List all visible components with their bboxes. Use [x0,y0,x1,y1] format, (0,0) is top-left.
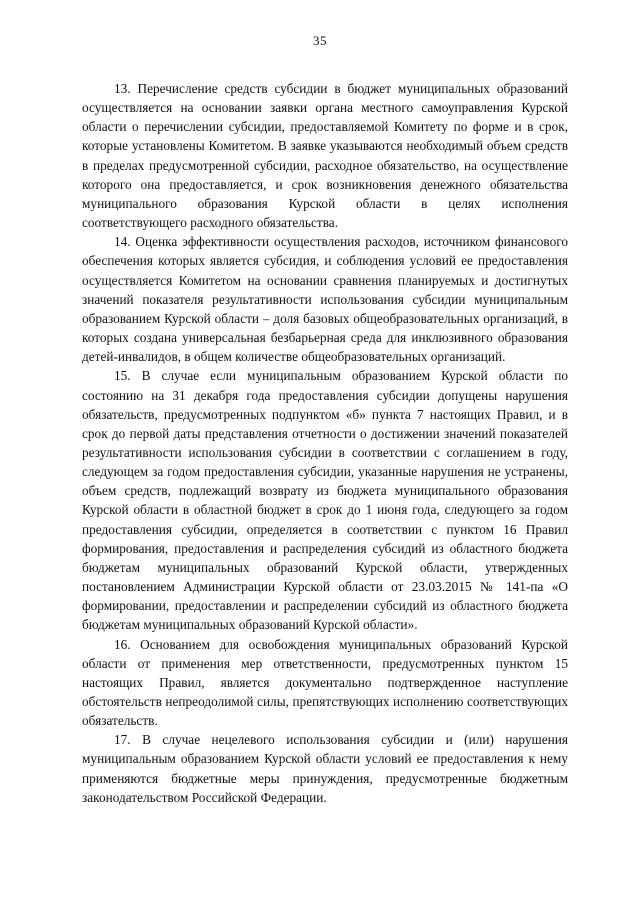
page-number: 35 [313,33,327,48]
paragraph-17: 17. В случае нецелевого использования субсидии и (или) нарушения муниципальным образованием Курской области условий ее предоставления к нему применяются бюджетные меры принуждения, предусмотренные бюджетным законодательством Российской Федерации. [82,732,568,805]
paragraph-14: 14. Оценка эффективности осуществления расходов, источником финансового обеспечения которых является субсидия, и соблюдения условий ее предоставления осуществляется Комитетом на основании сравнения планируемых и достигнутых значений показателя результативности использования субсидии муниципальным образованием Курской области – доля базовых общеобразовательных организаций, в которых создана универсальная безбарьерная среда для инклюзивного образования детей-инвалидов, в общем количестве общеобразовательных организаций. [82,234,568,365]
paragraph-13: 13. Перечисление средств субсидии в бюджет муниципальных образований осуществляется на основании заявки органа местного самоуправления Курской области о перечислении субсидии, предоставляемой Комитету по форме и в срок, которые установлены Комитетом. В заявке указываются необходимый объем средств в пределах предусмотренной субсидии, расходное обязательство, на осуществление которого она предоставляется, и срок возникновения денежного обязательства муниципального образования Курской области в целях исполнения соответствующего расходного обязательства. [82,81,568,231]
paragraph-15: 15. В случае если муниципальным образованием Курской области по состоянию на 31 декабря года предоставления субсидии допущены нарушения обязательств, предусмотренных подпунктом «б» пункта 7 настоящих Правил, и в срок до первой даты представления отчетности о достижении значений показателей результативности использования субсидии в соответствии с соглашением в году, следующем за годом предоставления субсидии, указанные нарушения не устранены, объем средств, подлежащий возврату из бюджета муниципального образования Курской области в областной бюджет в срок до 1 июня года, следующего за годом предоставления субсидии, определяется в соответствии с пунктом 16 Правил формирования, предоставления и распределения субсидий из областного бюджета бюджетам муниципальных образований Курской области, утвержденных постановлением Администрации Курской области от 23.03.2015 № 141-па «О формировании, предоставлении и распределении субсидий из областного бюджета бюджетам муниципальных образований Курской области». [82,368,568,633]
paragraph-16: 16. Основанием для освобождения муниципальных образований Курской области от применения мер ответственности, предусмотренных пунктом 15 настоящих Правил, является документально подтвержденное наступление обстоятельств непреодолимой силы, препятствующих исполнению соответствующих обязательств. [82,636,568,729]
document-body [82,79,568,807]
